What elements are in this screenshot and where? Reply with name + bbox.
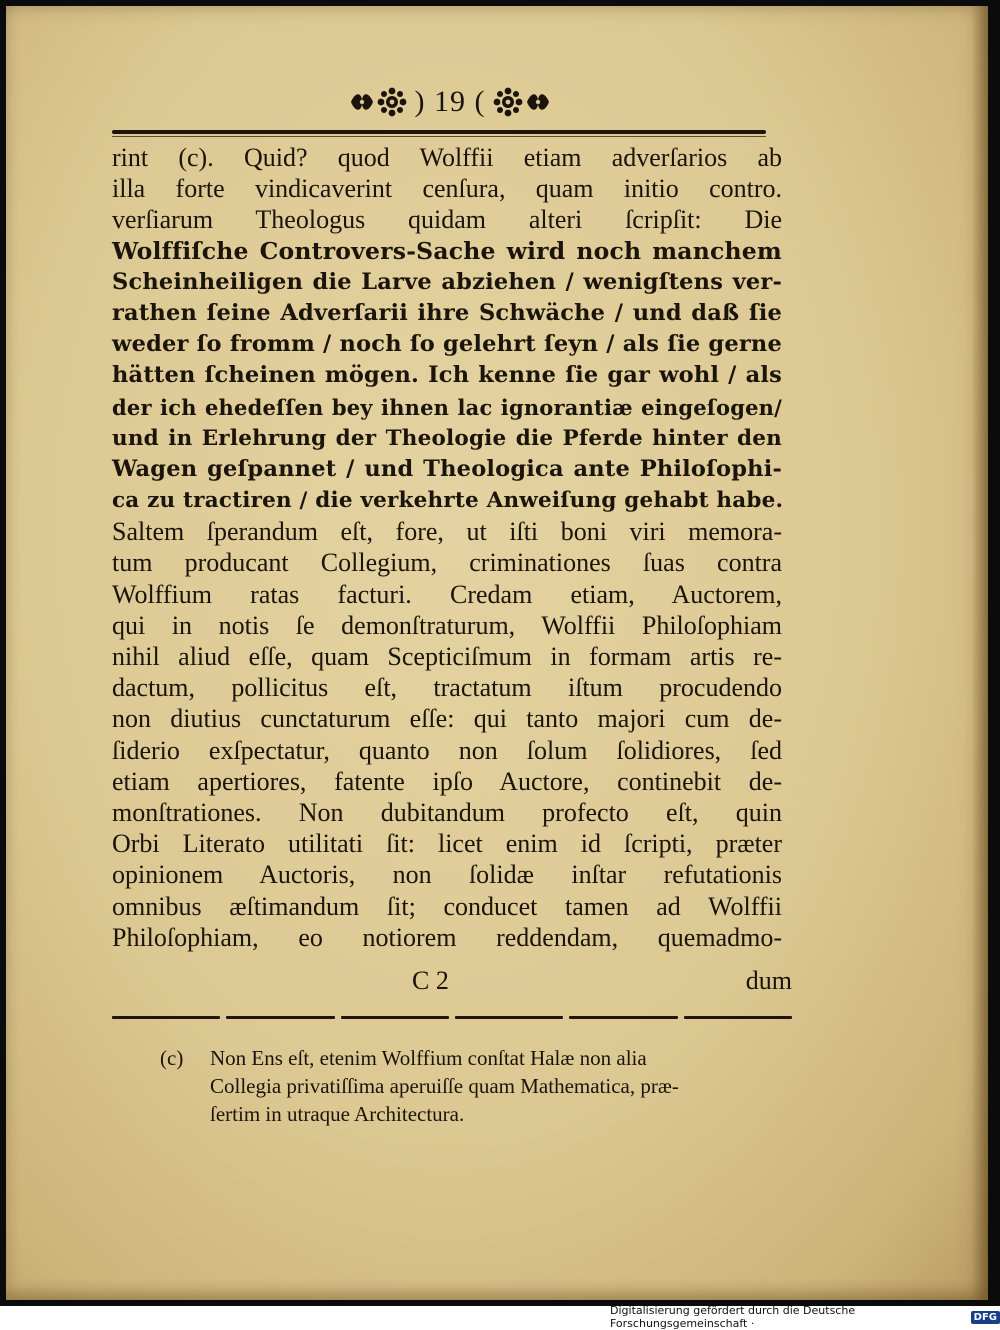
catchword: dum — [745, 966, 792, 995]
text-line: weder ſo fromm / noch ſo gelehrt ſeyn / als ſie gerne — [112, 331, 782, 358]
body-text — [112, 142, 782, 953]
text-line: opinionem Auctoris, non ſolidæ inſtar refutationis — [112, 860, 782, 890]
text-line: und in Erlehrung der Theologie die Pferde hinter den — [112, 425, 782, 451]
rosette-right-icon — [493, 87, 523, 117]
text-line: etiam apertiores, fatente ipſo Auctore, continebit de- — [112, 766, 782, 796]
text-line: qui in notis ſe demonſtraturum, Wolffii Philoſophiam — [112, 610, 782, 640]
text-line: Saltem ſperandum eſt, fore, ut iſti boni viri memora- — [112, 517, 782, 547]
text-line: dactum, pollicitus eſt, tractatum iſtum procudendo — [112, 673, 782, 703]
page-spine-shadow — [972, 6, 988, 1300]
running-header — [320, 82, 580, 122]
text-line: tum producant Collegium, criminationes ſuas contra — [112, 548, 782, 578]
text-line: Wolffiſche Controvers-Sache wird noch manchem — [112, 236, 782, 265]
text-line: Philoſophiam, eo notiorem reddendam, quemadmo- — [112, 922, 782, 952]
text-line: Wagen geſpannet / und Theologica ante Philoſophi- — [112, 455, 782, 482]
text-line: Orbi Literato utilitati ſit: licet enim id ſcripti, præter — [112, 829, 782, 859]
text-line: rint (c). Quid? quod Wolffii etiam adverſarios ab — [112, 143, 782, 172]
credit-text: Digitalisierung gefördert durch die Deutsche Forschungsgemeinschaft · — [610, 1304, 856, 1330]
text-line: non diutius cunctaturum eſſe: qui tanto majori cum de- — [112, 704, 782, 734]
text-line: monſtrationes. Non dubitandum profecto eſt, quin — [112, 797, 782, 827]
text-line: Wolffium ratas facturi. Credam etiam, Auctorem, — [112, 579, 782, 609]
rosette-left-icon — [377, 87, 407, 117]
footnote-rule — [112, 1016, 792, 1020]
text-line: ſiderio exſpectatur, quanto non ſolum ſolidiores, ſed — [112, 735, 782, 765]
footnote-line-text: Non Ens eſt, etenim Wolffium conſtat Halæ non alia — [210, 1046, 647, 1070]
signature-row — [112, 966, 792, 998]
signature-mark: C 2 — [412, 966, 449, 995]
text-line: omnibus æſtimandum ſit; conducet tamen ad Wolffii — [112, 891, 782, 921]
header-ornament-left — [349, 87, 407, 117]
header-rule — [112, 130, 766, 134]
text-line: Scheinheiligen die Larve abziehen / wenigſtens ver- — [112, 268, 782, 295]
footnote — [160, 1044, 800, 1128]
text-line: der ich ehedeſſen bey ihnen lac ignorantiæ eingeſogen/ — [112, 394, 782, 420]
text-line: illa forte vindicaverint cenſura, quam initio contro. — [112, 174, 782, 204]
footnote-line-text: ſertim in utraque Architectura. — [210, 1102, 465, 1126]
text-line: ca zu tractiren / die verkehrte Anweiſung gehabt habe. — [112, 488, 784, 514]
fleuron-left-icon — [349, 90, 375, 114]
text-line: rathen ſeine Adverſarii ihre Schwäche / und daß ſie — [112, 299, 782, 326]
footnote-line-text: Collegia privatiſſima aperuiſſe quam Mathematica, præ- — [210, 1074, 679, 1098]
text-line: verſiarum Theologus quidam alteri ſcripſit: Die — [112, 205, 782, 235]
digitization-credit — [610, 1304, 1000, 1330]
footnote-line — [160, 1044, 800, 1072]
footnote-line — [160, 1072, 800, 1100]
header-rule-thin — [112, 136, 766, 137]
text-line: nihil aliud eſſe, quam Scepticiſmum in formam artis re- — [112, 642, 782, 671]
fleuron-right-icon — [525, 90, 551, 114]
text-line: hätten ſcheinen mögen. Ich kenne ſie gar wohl / als — [112, 362, 782, 389]
footnote-mark: (c) — [160, 1046, 184, 1070]
header-ornament-right — [493, 87, 551, 117]
footnote-line — [160, 1100, 800, 1128]
dfg-logo-icon: DFG — [971, 1311, 1000, 1324]
page-number: ) 19 ( — [414, 85, 486, 118]
